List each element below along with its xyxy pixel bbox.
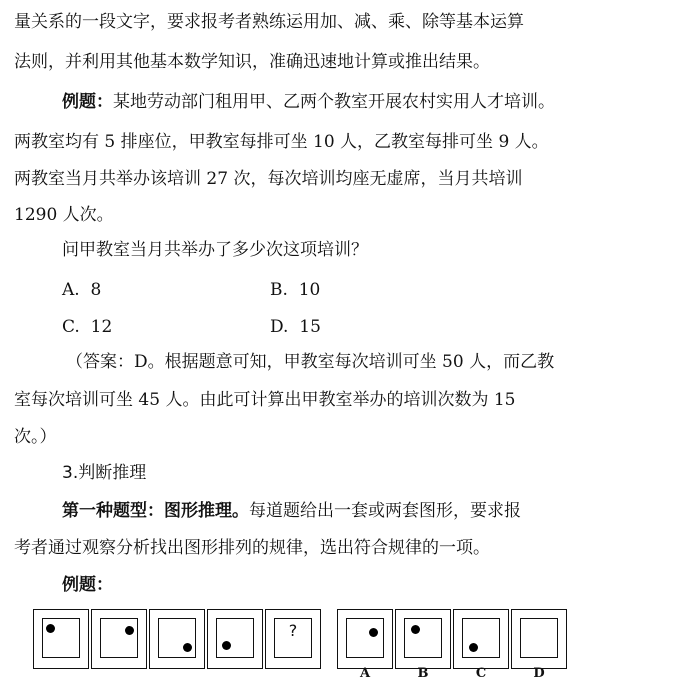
inner-square [346, 618, 384, 658]
inner-square [462, 618, 500, 658]
answer-line2: 室每次培训可坐 45 人。由此可计算出甲教室举办的培训次数为 15 [14, 390, 516, 410]
option-d-value: 15 [299, 317, 321, 337]
dot [369, 628, 378, 637]
section3-example-label: 例题： [62, 575, 113, 595]
type-label: 第一种题型：图形推理。 [62, 501, 249, 521]
answer-label-b: B [417, 666, 429, 681]
option-a-value: 8 [90, 280, 102, 300]
inner-square [404, 618, 442, 658]
answer-line3: 次。） [14, 427, 57, 447]
inner-square [158, 618, 196, 658]
answer-cell-c [453, 609, 509, 669]
answer-label-d: D [533, 666, 545, 681]
dot [222, 641, 231, 650]
answer-line1: （答案：D。根据题意可知，甲教室每次培训可坐 50 人，而乙教 [66, 352, 555, 372]
option-c [62, 315, 112, 339]
example1-line2: 两教室均有 5 排座位，甲教室每排可坐 10 人，乙教室每排可坐 9 人。 [14, 132, 549, 152]
answer-cell-a [337, 609, 393, 669]
option-d [270, 315, 321, 339]
inner-square [216, 618, 254, 658]
dot [46, 624, 55, 633]
option-c-label: C. [62, 317, 80, 337]
section3-heading: 3.判断推理 [62, 463, 147, 483]
option-d-label: D. [270, 317, 289, 337]
inner-square [520, 618, 558, 658]
answer-label-c: C [475, 666, 487, 681]
sequence-cell-4 [207, 609, 263, 669]
example1-line3: 两教室当月共举办该培训 27 次，每次培训均座无虚席，当月共培训 [14, 169, 523, 189]
para1-line2: 法则，并利用其他基本数学知识，准确迅速地计算或推出结果。 [14, 52, 490, 72]
type-desc: 每道题给出一套或两套图形，要求报 [249, 501, 521, 521]
answer-cell-d [511, 609, 567, 669]
inner-square [100, 618, 138, 658]
sequence-cell-2 [91, 609, 147, 669]
example1-question: 问甲教室当月共举办了多少次这项培训？ [62, 240, 368, 260]
dot [411, 625, 420, 634]
sequence-cell-1 [33, 609, 89, 669]
sequence-cell-3 [149, 609, 205, 669]
option-a [62, 278, 101, 302]
example1-line1-text: 某地劳动部门租用甲、乙两个教室开展农村实用人才培训。 [113, 92, 555, 112]
dot [469, 643, 478, 652]
option-c-value: 12 [90, 317, 113, 337]
example1-line4: 1290 人次。 [14, 205, 114, 225]
sequence-cell-question [265, 609, 321, 669]
question-mark: ? [288, 621, 298, 640]
answer-label-a: A [359, 666, 371, 681]
section3-desc-line2: 考者通过观察分析找出图形排列的规律，选出符合规律的一项。 [14, 538, 490, 558]
option-b-label: B. [270, 280, 288, 300]
option-b [270, 278, 320, 302]
section3-type-line [62, 499, 685, 523]
option-b-value: 10 [298, 280, 321, 300]
option-a-label: A. [62, 280, 80, 300]
dot [125, 626, 134, 635]
example1-line1 [62, 90, 685, 114]
dot [183, 643, 192, 652]
answer-cell-b [395, 609, 451, 669]
para1-line1: 量关系的一段文字，要求报考者熟练运用加、减、乘、除等基本运算 [14, 12, 524, 32]
example-label: 例题： [62, 92, 113, 112]
